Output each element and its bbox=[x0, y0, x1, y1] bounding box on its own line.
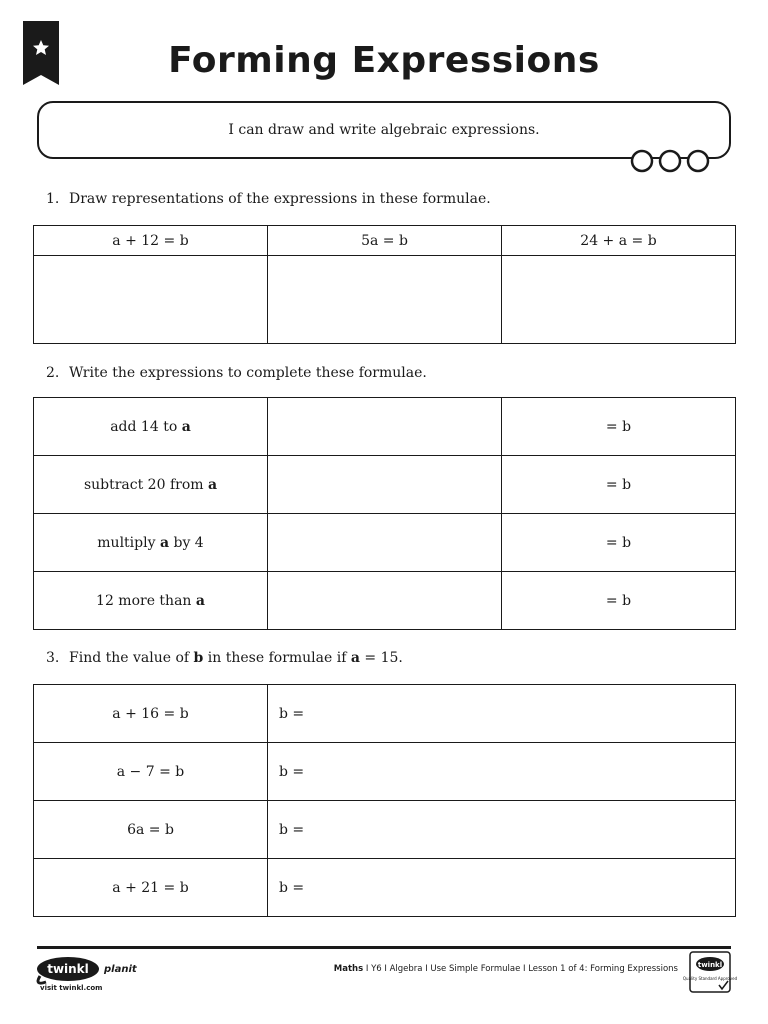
question-number: 1. bbox=[46, 191, 60, 207]
svg-text:planit: planit bbox=[104, 964, 137, 975]
q3-answer-cell[interactable]: b = bbox=[268, 685, 736, 743]
q2-answer-cell[interactable] bbox=[268, 456, 502, 514]
q1-drawing-area-3[interactable] bbox=[502, 256, 736, 344]
learning-objective bbox=[37, 101, 731, 159]
q2-result: = b bbox=[502, 514, 736, 572]
q3-answer-cell[interactable]: b = bbox=[268, 743, 736, 801]
q3-formula: a + 16 = b bbox=[34, 685, 268, 743]
question-prompt: Write the expressions to complete these formulae. bbox=[69, 365, 427, 381]
svg-text:twinkl: twinkl bbox=[697, 961, 723, 969]
q2-result: = b bbox=[502, 572, 736, 630]
q1-drawing-area-1[interactable] bbox=[34, 256, 268, 344]
q1-formula-2: 5a = b bbox=[268, 226, 502, 256]
table-row bbox=[34, 685, 736, 743]
question-prompt: Draw representations of the expressions in these formulae. bbox=[69, 191, 491, 207]
svg-text:Quality Standard Approved: Quality Standard Approved bbox=[682, 976, 738, 981]
question-2 bbox=[46, 365, 427, 381]
q2-answer-cell[interactable] bbox=[268, 398, 502, 456]
q2-answer-cell[interactable] bbox=[268, 572, 502, 630]
visit-link[interactable]: visit twinkl.com bbox=[40, 984, 103, 992]
q1-formula-1: a + 12 = b bbox=[34, 226, 268, 256]
q3-answer-cell[interactable]: b = bbox=[268, 801, 736, 859]
q2-description: multiply a by 4 bbox=[34, 514, 268, 572]
q1-drawing-area-2[interactable] bbox=[268, 256, 502, 344]
q1-table bbox=[33, 225, 736, 344]
table-row bbox=[34, 572, 736, 630]
q3-formula: a + 21 = b bbox=[34, 859, 268, 917]
objective-text: I can draw and write algebraic expressions. bbox=[228, 122, 540, 138]
q2-description: subtract 20 from a bbox=[34, 456, 268, 514]
table-row bbox=[34, 456, 736, 514]
q3-table bbox=[33, 684, 736, 917]
footer-breadcrumb: Maths I Y6 I Algebra I Use Simple Formulae I Lesson 1 of 4: Forming Expressions bbox=[333, 964, 678, 974]
table-row bbox=[34, 514, 736, 572]
table-row bbox=[34, 859, 736, 917]
question-3: 3. Find the value of b in these formulae if a = 15. bbox=[46, 650, 403, 666]
quality-badge-icon bbox=[682, 951, 738, 993]
q2-result: = b bbox=[502, 456, 736, 514]
page-title: Forming Expressions bbox=[168, 40, 600, 81]
table-row bbox=[34, 801, 736, 859]
q3-answer-cell[interactable]: b = bbox=[268, 859, 736, 917]
q2-table bbox=[33, 397, 736, 630]
q2-answer-cell[interactable] bbox=[268, 514, 502, 572]
question-number: 2. bbox=[46, 365, 60, 381]
question-1 bbox=[46, 191, 491, 207]
q3-formula: a − 7 = b bbox=[34, 743, 268, 801]
table-row bbox=[34, 398, 736, 456]
q3-formula: 6a = b bbox=[34, 801, 268, 859]
footer-divider bbox=[37, 946, 731, 949]
question-number: 3. bbox=[46, 650, 60, 666]
q1-formula-3: 24 + a = b bbox=[502, 226, 736, 256]
decorative-circles-icon bbox=[630, 149, 714, 175]
q2-result: = b bbox=[502, 398, 736, 456]
svg-text:twinkl: twinkl bbox=[47, 962, 89, 976]
q2-description: 12 more than a bbox=[34, 572, 268, 630]
q2-description: add 14 to a bbox=[34, 398, 268, 456]
table-row bbox=[34, 743, 736, 801]
